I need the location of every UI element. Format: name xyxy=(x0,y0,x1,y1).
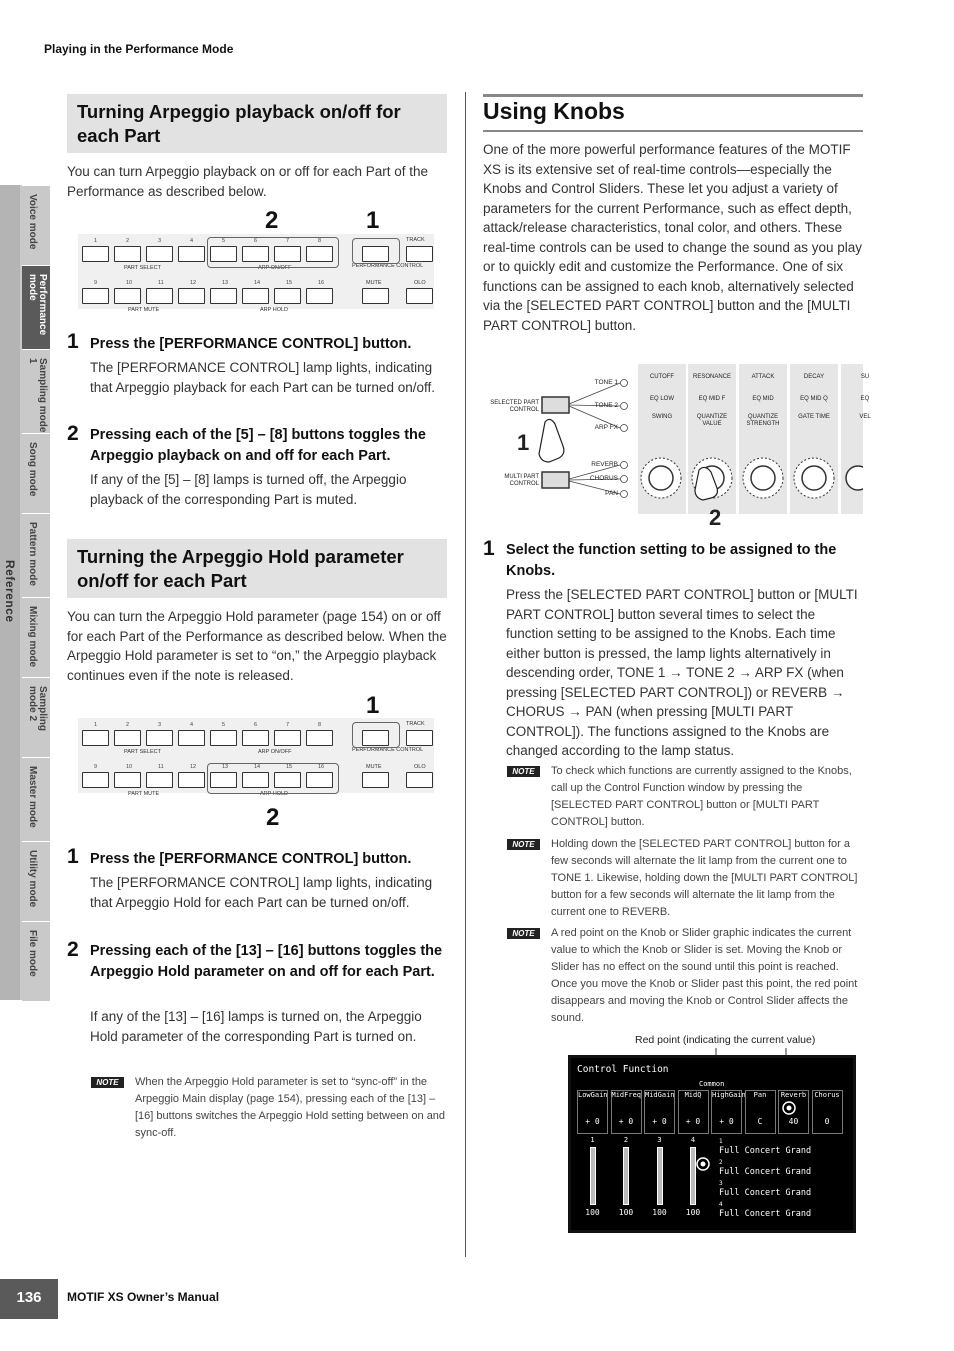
panel-diagram-1 xyxy=(78,234,434,313)
knob-figure xyxy=(483,362,871,532)
panel-side-button[interactable] xyxy=(406,288,433,304)
sidebar-tab-label: Master mode xyxy=(27,766,38,828)
part-button-5[interactable] xyxy=(210,730,237,746)
note-badge: NOTE xyxy=(507,928,540,939)
step1-head: Press the [PERFORMANCE CONTROL] button. xyxy=(90,851,412,867)
sidebar-tab[interactable] xyxy=(22,597,50,677)
section1-intro: You can turn Arpeggio playback on or off for each Part of the Performance as described below. xyxy=(67,164,428,199)
lamp-label: TONE 1 xyxy=(594,379,618,386)
step1-body: The [PERFORMANCE CONTROL] lamp lights, indicating that Arpeggio playback for each Part can be turned on/off. xyxy=(90,360,435,395)
screen-knob-value: 0 xyxy=(824,1117,830,1126)
screen-slider xyxy=(577,1136,608,1230)
button-number: 14 xyxy=(254,280,261,286)
sidebar-tab[interactable] xyxy=(22,349,50,433)
section2-intro: You can turn the Arpeggio Hold parameter (page 154) on or off for each Part of the Performance as described below. When the Arpeggio Hold parameter is set to “on,” the Arpeggio playback continues even if the note is released. xyxy=(67,609,447,683)
part-button-8[interactable] xyxy=(306,730,333,746)
knob-function-label: EQ MID F xyxy=(698,396,726,402)
knob-function-label: EQ xyxy=(860,396,870,402)
screen-slider-track xyxy=(623,1147,629,1205)
part-button-9[interactable] xyxy=(82,772,109,788)
panel-label-mute: MUTE xyxy=(366,764,382,770)
part-button-13[interactable] xyxy=(210,288,237,304)
screen-knob xyxy=(745,1090,776,1134)
screen-knob-value: + 0 xyxy=(618,1117,634,1126)
button-number: 16 xyxy=(318,764,325,770)
screen-part-name: Full Concert Grand xyxy=(719,1209,812,1219)
screen-part-name: Full Concert Grand xyxy=(719,1146,812,1156)
sidebar-tab-label: Sampling mode 2 xyxy=(27,686,48,732)
part-button-3[interactable] xyxy=(146,730,173,746)
knob-function-label: VEL xyxy=(859,414,871,420)
screen-knob xyxy=(644,1090,675,1134)
step1-body: The [PERFORMANCE CONTROL] lamp lights, indicating that Arpeggio Hold for each Part can be turned on/off. xyxy=(90,875,433,910)
sidebar-tab[interactable] xyxy=(22,757,50,841)
callout-2: 2 xyxy=(266,804,280,831)
screen-knob-label: MidGain xyxy=(645,1091,675,1099)
part-button-16[interactable] xyxy=(306,288,333,304)
step-number: 1 xyxy=(67,330,79,353)
section3-title: Using Knobs xyxy=(483,98,625,124)
section1-title: Turning Arpeggio playback on/off for each Part xyxy=(77,101,401,146)
step-number: 1 xyxy=(67,845,79,868)
button-number: 9 xyxy=(94,764,98,770)
panel-label-part_select: PART SELECT xyxy=(124,749,161,755)
knob-function-label: ATTACK xyxy=(751,374,775,380)
highlight-frame xyxy=(352,238,400,264)
red-point-caption: Red point (indicating the current value) xyxy=(635,1034,816,1046)
sidebar-tab[interactable] xyxy=(22,433,50,513)
screen-common: Common xyxy=(699,1080,725,1088)
sidebar-tab[interactable] xyxy=(22,677,50,757)
button-number: 4 xyxy=(190,722,194,728)
screen-slider-number: 4 xyxy=(690,1136,696,1144)
panel-label-perf_control: PERFORMANCE CONTROL xyxy=(352,747,424,753)
sidebar-tab-label: File mode xyxy=(27,930,38,977)
sidebar-tab-label: Utility mode xyxy=(27,850,38,908)
knob-function-label: EQ MID Q xyxy=(800,396,828,402)
sidebar-tab[interactable] xyxy=(22,841,50,921)
sidebar-tab-label: Voice mode xyxy=(27,194,38,250)
screen-slider-number: 3 xyxy=(657,1136,662,1144)
panel-label-arp_onoff: ARP ON/OFF xyxy=(258,749,292,755)
knob-figure-svg xyxy=(483,362,863,532)
sidebar-tab-label: Mixing mode xyxy=(27,606,38,668)
screen-knob-label: MidFreq xyxy=(611,1091,642,1099)
screen-title: Control Function xyxy=(577,1064,669,1075)
note-badge: NOTE xyxy=(507,766,540,777)
panel-label-part_mute: PART MUTE xyxy=(128,791,160,797)
button-number: 11 xyxy=(158,280,164,286)
lamp-label: REVERB xyxy=(591,461,618,468)
selected-part-label: SELECTED PART CONTROL xyxy=(490,400,539,413)
button-number: 5 xyxy=(222,722,226,728)
lamp-label: CHORUS xyxy=(589,475,618,482)
screen-knob xyxy=(611,1090,642,1134)
highlight-frame xyxy=(207,237,339,268)
note-1: To check which functions are currently assigned to the Knobs, call up the Control Function window by pressing the [SELECTED PART CONTROL] button or [MULTI PART CONTROL] button. xyxy=(551,765,852,828)
part-button-10[interactable] xyxy=(114,288,141,304)
sidebar-tab[interactable] xyxy=(22,513,50,597)
knob-function-label: RESONANCE xyxy=(692,374,731,380)
screen-slider-value: 100 xyxy=(685,1208,701,1217)
note-badge: NOTE xyxy=(91,1077,124,1088)
part-button-11[interactable] xyxy=(146,772,173,788)
screen-knob-label: Reverb xyxy=(780,1091,807,1099)
step2-head: Pressing each of the [5] – [8] buttons toggles the Arpeggio playback on and off for each Part. xyxy=(90,427,426,464)
button-number: 8 xyxy=(318,722,322,728)
screen-knob-label: LowGain xyxy=(578,1091,608,1099)
panel-label-perf_control: PERFORMANCE CONTROL xyxy=(352,263,424,269)
button-number: 8 xyxy=(318,238,322,244)
part-button-1[interactable] xyxy=(82,730,109,746)
panel-label-arp_hold: ARP HOLD xyxy=(260,307,289,313)
part-button-11[interactable] xyxy=(146,288,173,304)
step1-head: Press the [PERFORMANCE CONTROL] button. xyxy=(90,336,412,352)
callout-1: 1 xyxy=(366,207,380,234)
step-number: 2 xyxy=(67,422,79,445)
button-number: 15 xyxy=(286,280,293,286)
screen-knob-value: 40 xyxy=(788,1117,799,1126)
note-badge: NOTE xyxy=(507,839,540,850)
sidebar-tab[interactable] xyxy=(22,921,50,1001)
button-number: 3 xyxy=(158,238,162,244)
red-point-marker-knob xyxy=(781,1100,797,1116)
section3-intro: One of the more powerful performance features of the MOTIF XS is its extensive set of real-time controls—especially the Knobs and Control Sliders. These let you adjust a variety of parameters for the current Performance, such as effect depth, attack/release characteristics, tonal color, and others. These real-time controls can be used to change the sound as you play or to quickly edit and customize the Performance. One of six functions can be assigned to each knob, alternatively selected via the [SELECTED PART CONTROL] button and the [MULTI PART CONTROL] button. xyxy=(483,142,862,333)
button-number: 14 xyxy=(254,764,261,770)
part-button-14[interactable] xyxy=(242,288,269,304)
knob-function-label: CUTOFF xyxy=(649,374,675,380)
part-button-7[interactable] xyxy=(274,730,301,746)
button-number: 6 xyxy=(254,238,258,244)
screen-slider-track xyxy=(657,1147,663,1205)
highlight-frame xyxy=(352,722,400,748)
button-number: 16 xyxy=(318,280,325,286)
knob-function-label: SU xyxy=(860,374,870,380)
screen-part-name: Full Concert Grand xyxy=(719,1188,812,1198)
part-button-9[interactable] xyxy=(82,288,109,304)
note-3: A red point on the Knob or Slider graphic indicates the current value to which the Knob or Slider is set. Moving the Knob or Slider has no effect on the sound until this point is reached. Once you move the Knob or Slider past this point, the red point disappears and moving the Knob or Control Slider affects the sound. xyxy=(551,927,858,1024)
control-function-screen xyxy=(568,1055,856,1233)
screen-knob xyxy=(678,1090,709,1134)
button-number: 12 xyxy=(190,280,197,286)
screen-slider-track xyxy=(590,1147,596,1205)
title-rule-top xyxy=(483,94,863,97)
part-button-4[interactable] xyxy=(178,730,205,746)
panel-label-track: TRACK xyxy=(406,721,425,727)
button-number: 10 xyxy=(126,280,133,286)
part-button-6[interactable] xyxy=(242,730,269,746)
manual-title: MOTIF XS Owner’s Manual xyxy=(67,1290,220,1304)
panel-diagram-2 xyxy=(78,718,434,797)
panel-side-button[interactable] xyxy=(362,772,389,788)
running-head: Playing in the Performance Mode xyxy=(44,42,234,56)
panel-label-part_mute: PART MUTE xyxy=(128,307,160,313)
knob-function-label: QUANTIZE VALUE xyxy=(696,414,728,427)
callout-2: 2 xyxy=(265,207,279,234)
part-button-2[interactable] xyxy=(114,730,141,746)
panel-label-part_select: PART SELECT xyxy=(124,265,161,271)
screen-knob xyxy=(577,1090,608,1134)
sidebar-tab-label: Performance mode xyxy=(27,274,48,336)
button-number: 10 xyxy=(126,764,133,770)
step-number: 1 xyxy=(483,537,495,560)
screen-knob-value: + 0 xyxy=(585,1117,600,1126)
lamp-label: ARP FX xyxy=(594,424,618,431)
knob-function-label: EQ LOW xyxy=(649,396,674,402)
button-number: 5 xyxy=(222,238,226,244)
button-number: 12 xyxy=(190,764,197,770)
screen-knob-value: C xyxy=(757,1117,763,1126)
button-number: 7 xyxy=(286,238,290,244)
step2-body: If any of the [5] – [8] lamps is turned off, the Arpeggio playback of the corresponding Part is muted. xyxy=(90,472,407,507)
panel-label-solo: OLO xyxy=(414,280,426,286)
part-button-2[interactable] xyxy=(114,246,141,262)
page-number: 136 xyxy=(0,1279,58,1319)
screen-part-number: 4 xyxy=(719,1201,723,1208)
sidebar-tab-label: Sampling mode 1 xyxy=(27,358,48,433)
part-button-10[interactable] xyxy=(114,772,141,788)
step1-body: Press the [SELECTED PART CONTROL] button or [MULTI PART CONTROL] button several times to select the function setting to be assigned to the Knobs. Each time either button is pressed, the lamp lights alternatively in descending order, TONE 1 → TONE 2 → ARP FX (when pressing [SELECTED PART CONTROL]) or REVERB → CHORUS → PAN (when pressing [MULTI PART CONTROL]). The functions assigned to the Knobs are changed according to the lamp status. xyxy=(506,587,858,758)
screen-knob-value: + 0 xyxy=(652,1117,667,1126)
screen-knob xyxy=(711,1090,746,1134)
screen-knob-value: + 0 xyxy=(719,1117,734,1126)
button-number: 7 xyxy=(286,722,290,728)
button-number: 6 xyxy=(254,722,258,728)
sidebar-tab-label: Song mode xyxy=(27,442,38,497)
button-number: 4 xyxy=(190,238,194,244)
part-button-1[interactable] xyxy=(82,246,109,262)
panel-side-button[interactable] xyxy=(406,246,433,262)
screen-knob xyxy=(812,1090,843,1134)
note-2: Holding down the [SELECTED PART CONTROL] button for a few seconds will alternate the lit lamp from the current one to TONE 1. Likewise, holding down the [MULTI PART CONTROL] button for a few seconds will alternate the lit lamp from the current one to REVERB. xyxy=(551,838,858,918)
knob-function-label: SWING xyxy=(651,414,673,420)
section2-note: When the Arpeggio Hold parameter is set to “sync-off” in the Arpeggio Main display (page 154), pressing each of the [13] – [16] buttons switches the Arpeggio Hold setting between on and sync-off. xyxy=(135,1076,446,1139)
highlight-frame xyxy=(207,763,339,794)
screen-knob-value: + 0 xyxy=(685,1117,701,1126)
screen-knob-label: Pan xyxy=(753,1091,767,1099)
screen-slider-number: 2 xyxy=(623,1136,629,1144)
sidebar-tab[interactable] xyxy=(22,265,50,349)
sidebar-tab[interactable] xyxy=(22,185,50,265)
panel-side-button[interactable] xyxy=(406,730,433,746)
section1-title-box xyxy=(67,94,447,153)
part-button-4[interactable] xyxy=(178,246,205,262)
button-number: 15 xyxy=(286,764,293,770)
screen-slider-number: 1 xyxy=(590,1136,595,1144)
lamp-label: TONE 2 xyxy=(594,402,618,409)
title-rule-bottom xyxy=(483,130,863,132)
lamp-label: PAN xyxy=(605,490,618,497)
knob-function-label: QUANTIZE STRENGTH xyxy=(746,414,780,427)
callout-1: 1 xyxy=(517,430,530,455)
reference-label: Reference xyxy=(3,560,17,623)
step2-body: If any of the [13] – [16] lamps is turned on, the Arpeggio Hold parameter of the corresponding Part is turned on. xyxy=(90,1009,422,1044)
step2-head: Pressing each of the [13] – [16] buttons toggles the Arpeggio Hold parameter on and off for each Part. xyxy=(90,943,443,980)
callout-2: 2 xyxy=(709,505,722,530)
sidebar-tab-label: Pattern mode xyxy=(27,522,38,586)
step-number: 2 xyxy=(67,938,79,961)
panel-label-mute: MUTE xyxy=(366,280,382,286)
column-divider xyxy=(465,92,466,1257)
part-button-3[interactable] xyxy=(146,246,173,262)
screen-part-number: 1 xyxy=(719,1138,723,1145)
button-number: 3 xyxy=(158,722,162,728)
panel-label-track: TRACK xyxy=(406,237,425,243)
screen-slider-value: 100 xyxy=(652,1208,667,1217)
screen-part-number: 3 xyxy=(719,1180,723,1187)
red-point-marker-slider xyxy=(695,1156,711,1172)
button-number: 2 xyxy=(126,238,130,244)
screen-knob-label: MidQ xyxy=(684,1091,702,1099)
button-number: 1 xyxy=(94,722,98,728)
part-button-12[interactable] xyxy=(178,772,205,788)
button-number: 13 xyxy=(222,764,229,770)
screen-slider-value: 100 xyxy=(618,1208,634,1217)
panel-label-solo: OLO xyxy=(414,764,426,770)
panel-label-arp_onoff: ARP ON/OFF xyxy=(258,265,292,271)
multi-part-label: MULTI PART CONTROL xyxy=(504,474,539,487)
screen-knob-label: Chorus xyxy=(814,1091,840,1099)
button-number: 2 xyxy=(126,722,130,728)
knob-function-label: GATE TIME xyxy=(798,414,830,420)
button-number: 1 xyxy=(94,238,98,244)
screen-slider xyxy=(644,1136,675,1230)
step1-head: Select the function setting to be assigned to the Knobs. xyxy=(506,542,837,579)
screen-slider-value: 100 xyxy=(585,1208,600,1217)
panel-side-button[interactable] xyxy=(406,772,433,788)
button-number: 13 xyxy=(222,280,229,286)
section2-title-box xyxy=(67,539,447,598)
button-number: 11 xyxy=(158,764,164,770)
screen-knob-label: HighGain xyxy=(712,1091,746,1099)
part-button-12[interactable] xyxy=(178,288,205,304)
screen-part-name: Full Concert Grand xyxy=(719,1167,812,1177)
knob-function-label: EQ MID xyxy=(752,396,774,402)
callout-1: 1 xyxy=(366,692,380,719)
section2-title: Turning the Arpeggio Hold parameter on/off for each Part xyxy=(77,546,404,591)
screen-part-number: 2 xyxy=(719,1159,723,1166)
button-number: 9 xyxy=(94,280,98,286)
panel-label-arp_hold: ARP HOLD xyxy=(260,791,289,797)
screen-slider xyxy=(611,1136,642,1230)
screen-slider xyxy=(678,1136,709,1230)
knob-function-label: DECAY xyxy=(803,374,825,380)
panel-side-button[interactable] xyxy=(362,288,389,304)
part-button-15[interactable] xyxy=(274,288,301,304)
